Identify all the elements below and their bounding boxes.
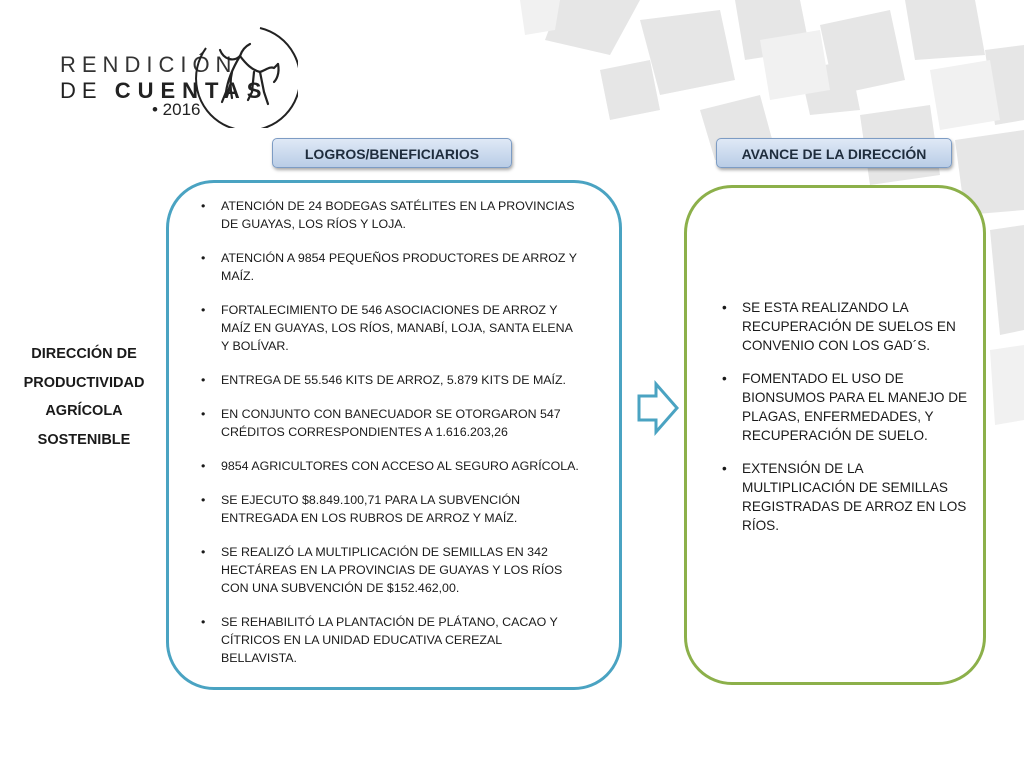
- bull-icon: [194, 20, 298, 128]
- list-item: • ATENCIÓN DE 24 BODEGAS SATÉLITES EN LA PROVINCIAS DE GUAYAS, LOS RÍOS Y LOJA.: [221, 197, 581, 233]
- logo-title-prefix: DE: [60, 78, 103, 103]
- logros-header: LOGROS/BENEFICIARIOS: [272, 138, 512, 168]
- list-item: • EN CONJUNTO CON BANECUADOR SE OTORGARON 547 CRÉDITOS CORRESPONDIENTES A 1.616.203,26: [221, 405, 581, 441]
- list-item: • EXTENSIÓN DE LA MULTIPLICACIÓN DE SEMILLAS REGISTRADAS DE ARROZ EN LOS RÍOS.: [742, 459, 972, 535]
- logo: [56, 20, 306, 135]
- direccion-title-line4: SOSTENIBLE: [37, 431, 131, 448]
- direccion-title: [14, 340, 154, 454]
- avance-list: [742, 298, 972, 549]
- list-item: • ATENCIÓN A 9854 PEQUEÑOS PRODUCTORES DE ARROZ Y MAÍZ.: [221, 249, 581, 285]
- list-item: • SE EJECUTO $8.849.100,71 PARA LA SUBVENCIÓN ENTREGADA EN LOS RUBROS DE ARROZ Y MAÍZ.: [221, 491, 581, 527]
- logo-title-line1: RENDICIÓN: [60, 52, 238, 77]
- list-item: • ENTREGA DE 55.546 KITS DE ARROZ, 5.879 KITS DE MAÍZ.: [221, 371, 581, 389]
- list-item: • FOMENTADO EL USO DE BIONSUMOS PARA EL MANEJO DE PLAGAS, ENFERMEDADES, Y RECUPERACIÓN DE SUELO.: [742, 369, 972, 445]
- list-item: • 9854 AGRICULTORES CON ACCESO AL SEGURO AGRÍCOLA.: [221, 457, 581, 475]
- logros-box: [166, 180, 622, 690]
- avance-header: AVANCE DE LA DIRECCIÓN: [716, 138, 952, 168]
- list-item: • SE REALIZÓ LA MULTIPLICACIÓN DE SEMILLAS EN 342 HECTÁREAS EN LA PROVINCIAS DE GUAYAS Y LOS RÍOS CON UNA SUBVENCIÓN DE $152.462,00.: [221, 543, 581, 597]
- list-item: • SE REHABILITÓ LA PLANTACIÓN DE PLÁTANO, CACAO Y CÍTRICOS EN LA UNIDAD EDUCATIVA CEREZAL BELLAVISTA.: [221, 613, 581, 667]
- logo-year: • 2016: [152, 100, 201, 119]
- logros-list: [221, 197, 581, 683]
- avance-box: [684, 185, 986, 685]
- direccion-title-line2: PRODUCTIVIDAD: [23, 374, 145, 391]
- logo-title-bold: CUENTAS: [114, 78, 269, 103]
- list-item: • FORTALECIMIENTO DE 546 ASOCIACIONES DE ARROZ Y MAÍZ EN GUAYAS, LOS RÍOS, MANABÍ, LOJA, SANTA ELENA Y BOLÍVAR.: [221, 301, 581, 355]
- right-arrow-icon: [636, 380, 680, 436]
- list-item: • SE ESTA REALIZANDO LA RECUPERACIÓN DE SUELOS EN CONVENIO CON LOS GAD´S.: [742, 298, 972, 355]
- direccion-title-line3: AGRÍCOLA: [45, 403, 123, 419]
- direccion-title-line1: DIRECCIÓN DE: [31, 346, 137, 362]
